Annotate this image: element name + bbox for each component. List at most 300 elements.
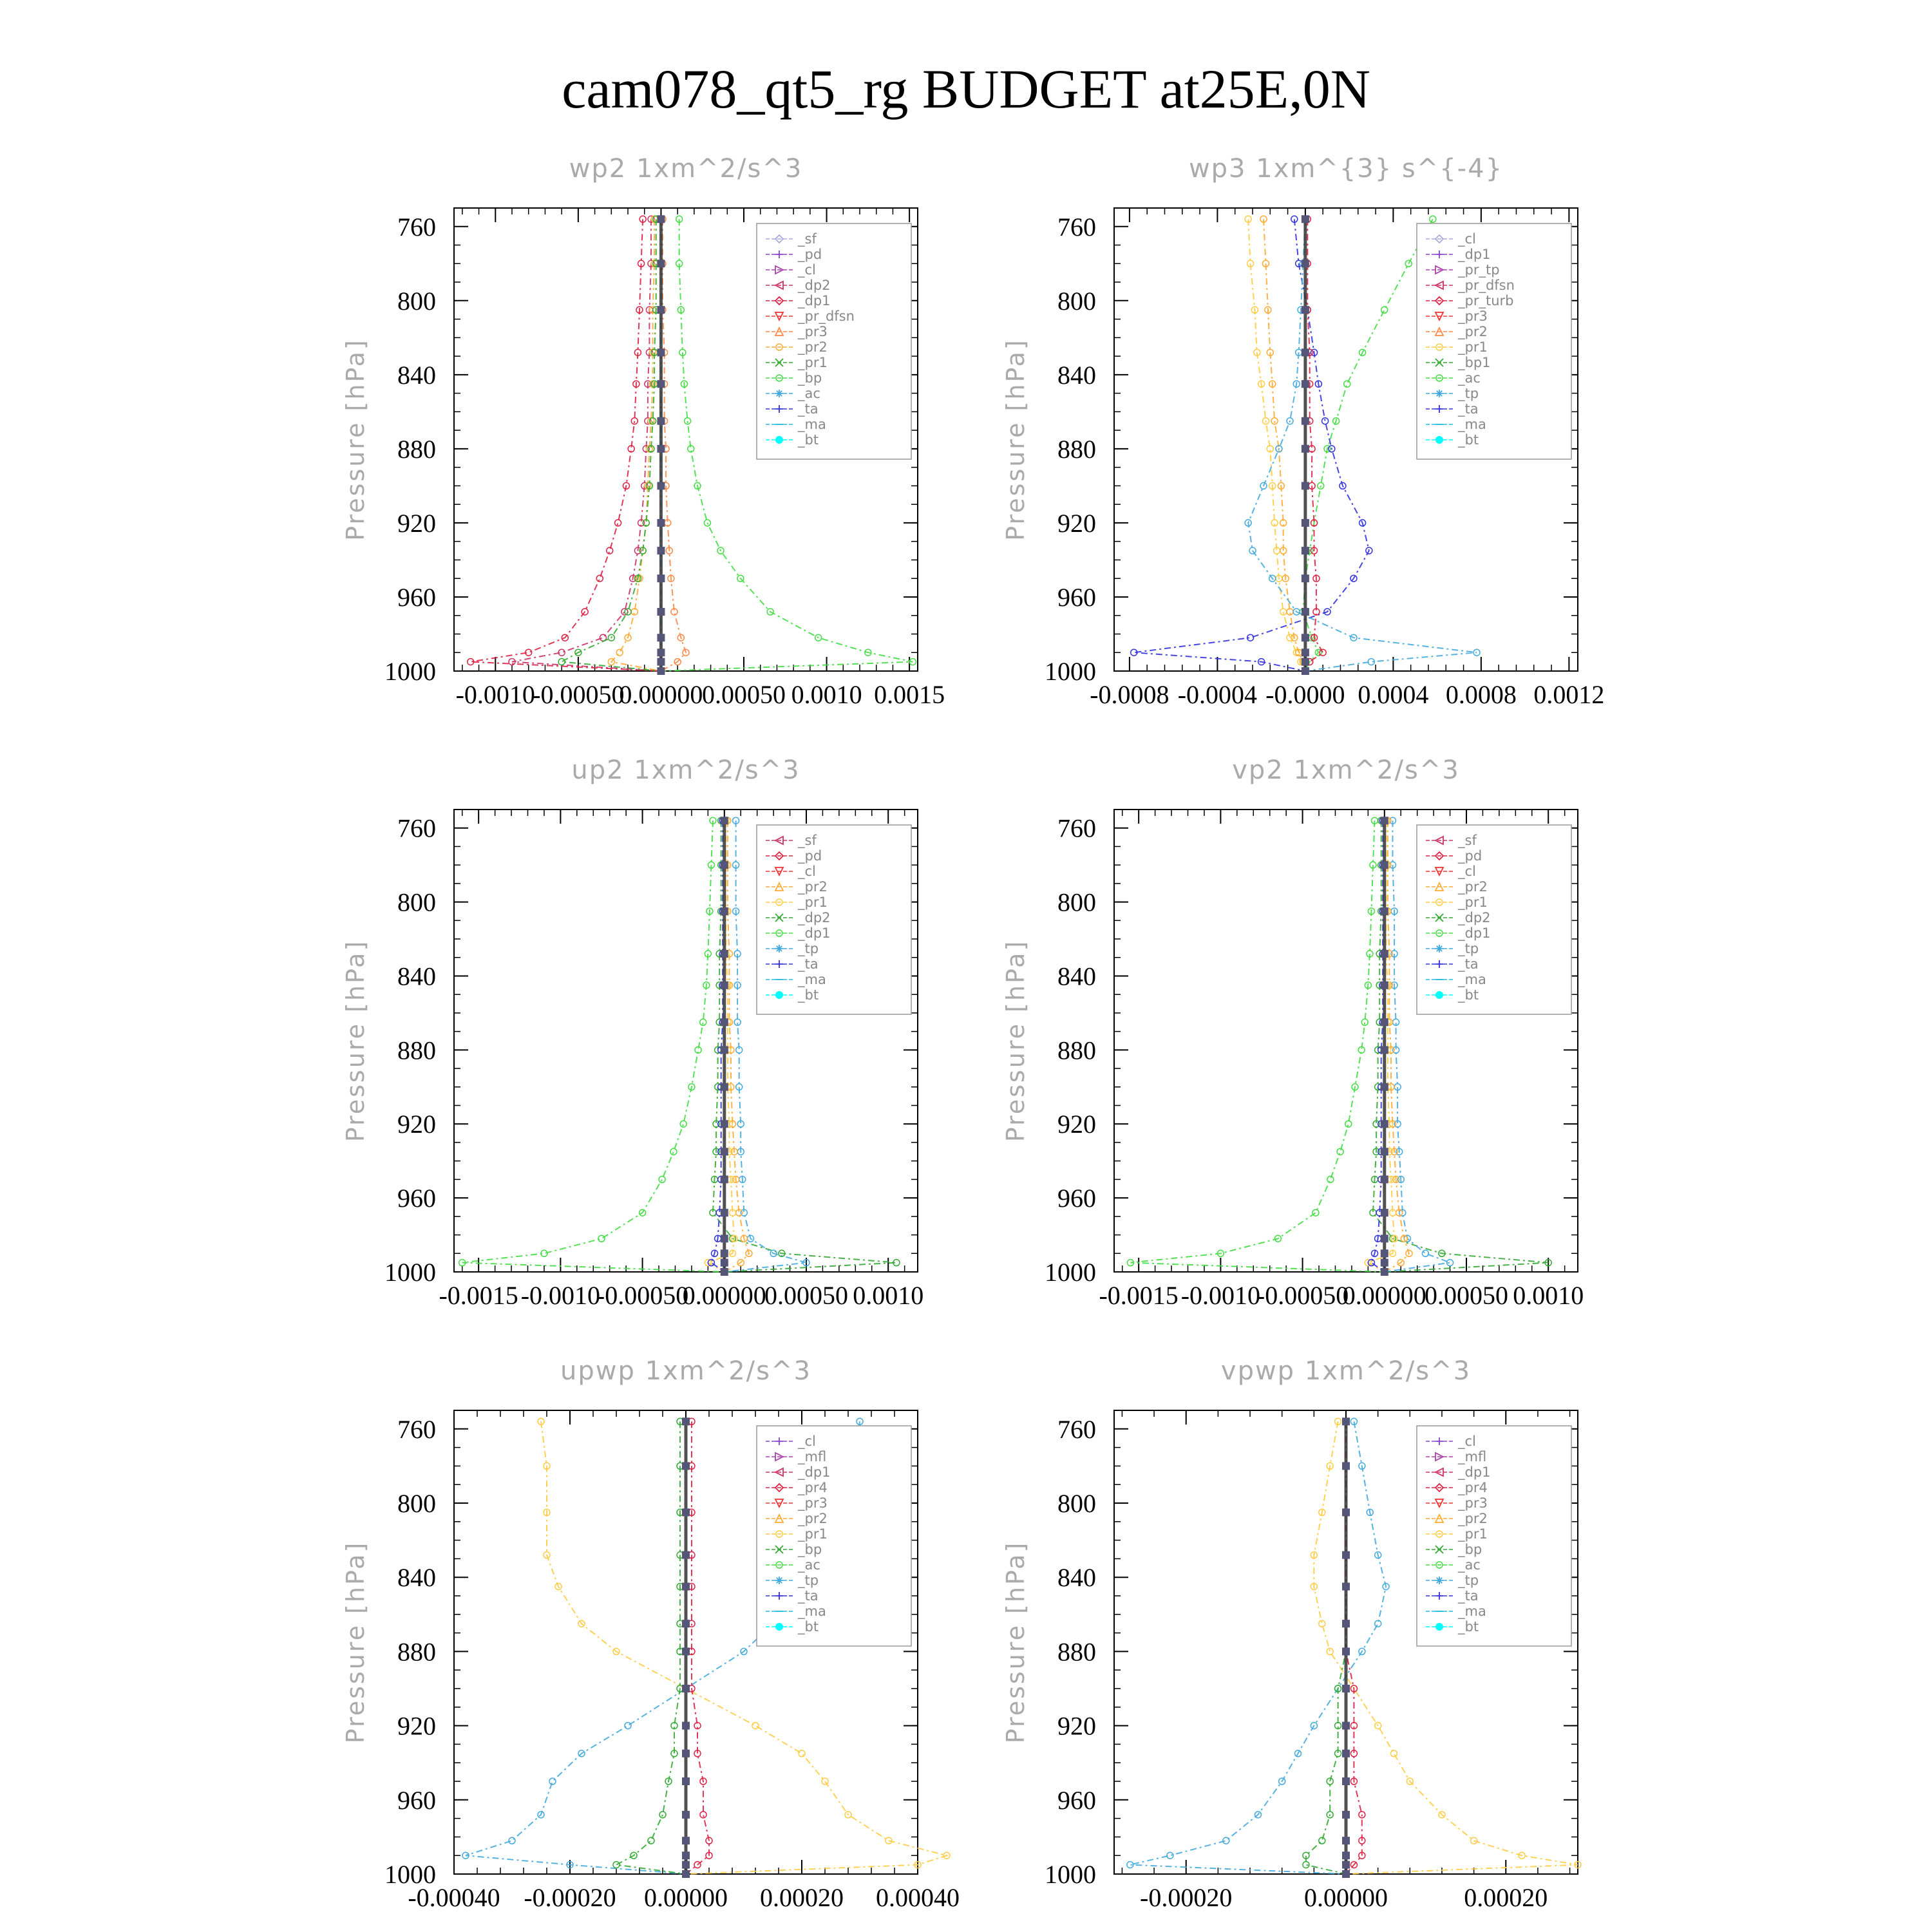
x-tick-label: 0.0012 [1533, 680, 1605, 709]
x-tick-label: 0.0015 [874, 680, 945, 709]
data-point-bt [682, 1811, 690, 1819]
y-tick-label: 800 [397, 1489, 436, 1518]
legend-label: _cl [798, 864, 816, 879]
legend-label: _pr2 [1458, 879, 1488, 895]
legend-label: _dp2 [798, 910, 831, 925]
legend-label: _ac [1458, 1557, 1481, 1573]
y-tick-label: 960 [397, 582, 436, 612]
legend-label: _bp [1458, 1542, 1482, 1557]
legend-label: _ma [798, 972, 826, 987]
data-point-pr2 [1271, 418, 1278, 424]
y-tick-label: 880 [1057, 434, 1096, 464]
legend-label: _ac [798, 1557, 820, 1573]
legend-label: _pr2 [1458, 324, 1488, 339]
legend-marker [1435, 390, 1443, 397]
data-point-bt [721, 981, 728, 989]
legend-label: _ac [798, 386, 820, 401]
data-point-bt [1302, 608, 1309, 616]
x-tick-label: -0.0015 [439, 1281, 518, 1310]
data-point-bt [657, 260, 665, 267]
data-point-bt [1302, 380, 1309, 388]
x-tick-label: -0.0008 [1090, 680, 1170, 709]
legend-label: _pr1 [1458, 1526, 1488, 1542]
data-point-bt [657, 445, 665, 453]
y-axis-label: Pressure [hPa] [341, 939, 370, 1142]
legend-label: _dp1 [1458, 247, 1491, 262]
data-point-bt [721, 1083, 728, 1091]
data-point-bt [1381, 907, 1388, 915]
y-axis-label: Pressure [hPa] [341, 338, 370, 541]
y-tick-label: 760 [1057, 1414, 1096, 1444]
y-tick-label: 1000 [384, 1860, 436, 1889]
data-point-bt [721, 1235, 728, 1242]
data-point-bt [1381, 950, 1388, 958]
data-point-bt [1342, 1417, 1350, 1425]
data-point-bt [1381, 1175, 1388, 1183]
x-tick-label: -0.0010 [1180, 1281, 1261, 1310]
data-point-bt [1302, 658, 1309, 666]
data-point-bt [721, 1209, 728, 1217]
series-line-ta [1134, 219, 1369, 671]
x-tick-label: 0.00000 [1342, 1281, 1426, 1310]
data-point-bt [1381, 1259, 1388, 1267]
data-point-bt [682, 1583, 690, 1591]
data-point-bt [1302, 482, 1309, 489]
y-tick-label: 800 [397, 286, 436, 316]
y-tick-label: 880 [397, 1637, 436, 1667]
data-point-bt [721, 1148, 728, 1155]
data-point-bt [1381, 1120, 1388, 1128]
data-point-bt [1381, 1235, 1388, 1242]
data-point-bt [1342, 1620, 1350, 1627]
panel-title: wp3 1xm^{3} s^{-4} [1188, 154, 1504, 184]
legend-label: _mfl [798, 1449, 827, 1464]
y-tick-label: 840 [397, 961, 436, 991]
y-tick-label: 960 [1057, 582, 1096, 612]
data-point-ta [1322, 418, 1329, 424]
data-point-bt [1381, 1018, 1388, 1026]
data-point-pr_turb [1320, 649, 1326, 656]
data-point-bt [1302, 260, 1309, 267]
data-point-bt [1302, 215, 1309, 223]
legend-label: _dp2 [1458, 910, 1491, 925]
data-point-bt [657, 482, 665, 489]
data-point-bt [1302, 547, 1309, 554]
legend-label: _ma [798, 417, 826, 432]
x-tick-label: 0.0010 [853, 1281, 924, 1310]
legend-label: _mfl [1458, 1449, 1487, 1464]
legend-marker [775, 1577, 783, 1584]
data-point-pr1 [752, 1723, 759, 1729]
y-tick-label: 880 [397, 1036, 436, 1065]
panel-title: upwp 1xm^2/s^3 [560, 1356, 811, 1386]
data-point-pr1 [799, 1750, 805, 1757]
legend-label: _bt [1458, 987, 1479, 1003]
x-tick-label: 0.00000 [682, 1281, 766, 1310]
legend-marker [775, 991, 783, 999]
data-point-bp [613, 1862, 620, 1868]
legend-label: _dp1 [1458, 925, 1491, 941]
data-point-bt [682, 1722, 690, 1730]
x-tick-label: -0.00050 [596, 1281, 689, 1310]
data-point-dp1 [1312, 1209, 1319, 1216]
y-axis-label: Pressure [hPa] [1001, 338, 1030, 541]
panel-wp3 [1001, 154, 1604, 709]
legend-label: _pr3 [1458, 1495, 1488, 1511]
data-point-bt [682, 1750, 690, 1757]
legend-label: _sf [798, 231, 817, 247]
data-point-bt [682, 1647, 690, 1655]
legend-label: _ta [1458, 1588, 1479, 1604]
panel-title: up2 1xm^2/s^3 [571, 755, 800, 785]
y-tick-label: 920 [397, 1711, 436, 1741]
y-tick-label: 840 [1057, 1563, 1096, 1593]
legend-label: _sf [798, 833, 817, 848]
data-point-dp1 [659, 1176, 665, 1182]
legend-label: _cl [1458, 231, 1476, 247]
panel-wp2 [341, 154, 945, 709]
legend-label: _tp [798, 941, 819, 956]
x-tick-label: 0.0008 [1445, 680, 1517, 709]
legend-marker [775, 945, 783, 952]
data-point-bt [657, 348, 665, 356]
y-tick-label: 760 [1057, 212, 1096, 242]
y-tick-label: 880 [397, 434, 436, 464]
panel-title: wp2 1xm^2/s^3 [569, 154, 803, 184]
legend-label: _pr3 [1458, 308, 1488, 324]
y-tick-label: 880 [1057, 1036, 1096, 1065]
y-tick-label: 840 [397, 360, 436, 390]
x-tick-label: 0.00020 [760, 1883, 844, 1912]
data-point-bt [1381, 981, 1388, 989]
data-point-bt [1342, 1551, 1350, 1559]
legend-label: _ta [1458, 401, 1479, 417]
y-tick-label: 800 [1057, 887, 1096, 917]
legend-label: _dp1 [798, 925, 831, 941]
panel-vpwp [1001, 1356, 1581, 1912]
data-point-bt [1381, 1249, 1388, 1257]
data-point-bt [682, 1852, 690, 1859]
x-tick-label: -0.0000 [1265, 680, 1345, 709]
y-tick-label: 1000 [1045, 657, 1096, 686]
data-point-bp [685, 418, 691, 424]
x-tick-label: 0.00040 [876, 1883, 960, 1912]
legend-label: _tp [1458, 386, 1479, 401]
legend-label: _bp [798, 1542, 822, 1557]
data-point-bt [1342, 1870, 1350, 1878]
data-point-bt [682, 1870, 690, 1878]
data-point-bt [721, 1175, 728, 1183]
data-point-bt [1302, 649, 1309, 656]
y-tick-label: 760 [1057, 813, 1096, 843]
y-tick-label: 960 [1057, 1785, 1096, 1815]
data-point-tp [509, 1837, 515, 1844]
data-point-bt [657, 547, 665, 554]
x-tick-label: 0.00050 [702, 680, 786, 709]
y-tick-label: 920 [397, 1110, 436, 1139]
series-line-dp1 [462, 820, 724, 1272]
legend-label: _pr1 [798, 355, 828, 370]
y-tick-label: 920 [1057, 1110, 1096, 1139]
x-tick-label: 0.00000 [1304, 1883, 1388, 1912]
legend-label: _ma [1458, 417, 1486, 432]
y-tick-label: 960 [1057, 1184, 1096, 1213]
legend-label: _tp [1458, 941, 1479, 956]
data-point-bt [721, 907, 728, 915]
series-line-pr1 [1248, 219, 1305, 671]
legend-label: _pr_tp [1458, 262, 1500, 278]
data-point-bt [1342, 1852, 1350, 1859]
data-point-bt [1381, 1268, 1388, 1276]
legend-label: _pr1 [1458, 339, 1488, 355]
legend-label: _pr2 [798, 339, 828, 355]
x-tick-label: 0.0010 [791, 680, 862, 709]
legend-label: _tp [1458, 1573, 1479, 1588]
x-tick-label: 0.00000 [644, 1883, 728, 1912]
y-tick-label: 760 [397, 813, 436, 843]
legend-marker [1435, 1623, 1443, 1631]
legend-marker [1435, 991, 1443, 999]
data-point-bt [1342, 1861, 1350, 1869]
data-point-bt [1342, 1750, 1350, 1757]
data-point-bt [1381, 1209, 1388, 1217]
data-point-bt [657, 634, 665, 641]
x-tick-label: 0.0010 [1513, 1281, 1584, 1310]
data-point-bt [682, 1508, 690, 1516]
legend-label: _pr4 [1458, 1480, 1488, 1495]
y-tick-label: 920 [397, 508, 436, 538]
data-point-ac [1381, 307, 1388, 313]
legend-label: _ta [798, 956, 819, 972]
y-tick-label: 760 [397, 1414, 436, 1444]
y-tick-label: 1000 [1045, 1258, 1096, 1287]
data-point-dp1 [1345, 1121, 1352, 1127]
legend-label: _bt [798, 432, 819, 448]
legend-label: _pr3 [798, 324, 828, 339]
series-line-dp2 [512, 219, 661, 671]
x-tick-label: -0.00020 [1140, 1883, 1233, 1912]
y-tick-label: 1000 [384, 1258, 436, 1287]
data-point-bp [659, 1812, 666, 1818]
series-line-ac [1303, 219, 1433, 671]
legend-label: _sf [1458, 833, 1477, 848]
data-point-bt [721, 1018, 728, 1026]
data-point-bt [1302, 667, 1309, 675]
x-tick-label: -0.00050 [532, 680, 625, 709]
panel-upwp [341, 1356, 960, 1912]
data-point-bp [1319, 1837, 1325, 1844]
y-axis-label: Pressure [hPa] [341, 1540, 370, 1744]
data-point-bt [1342, 1811, 1350, 1819]
x-tick-label: -0.0004 [1177, 680, 1258, 709]
x-tick-label: -0.0010 [455, 680, 535, 709]
data-point-bt [721, 1046, 728, 1054]
data-point-dp1 [680, 1121, 687, 1127]
panel-title: vpwp 1xm^2/s^3 [1220, 1356, 1472, 1386]
data-point-bt [1302, 417, 1309, 425]
y-tick-label: 840 [397, 1563, 436, 1593]
data-point-bt [682, 1620, 690, 1627]
figure-title: cam078_qt5_rg BUDGET at25E,0N [562, 58, 1370, 120]
data-point-bt [682, 1551, 690, 1559]
data-point-bt [1381, 1083, 1388, 1091]
legend-label: _cl [798, 1434, 816, 1449]
y-tick-label: 840 [1057, 961, 1096, 991]
legend-label: _bt [1458, 432, 1479, 448]
legend-label: _ta [798, 401, 819, 417]
panel-vp2 [1001, 755, 1584, 1310]
panel-title: vp2 1xm^2/s^3 [1232, 755, 1460, 785]
data-point-bt [657, 649, 665, 656]
data-point-bt [1302, 306, 1309, 314]
x-tick-label: 0.00050 [764, 1281, 848, 1310]
data-point-bt [657, 380, 665, 388]
legend-label: _bp1 [1458, 355, 1491, 370]
legend-label: _pr2 [798, 1511, 828, 1526]
legend-label: _ta [798, 1588, 819, 1604]
data-point-bt [721, 950, 728, 958]
legend-label: _pr2 [798, 879, 828, 895]
data-point-bt [1381, 1148, 1388, 1155]
data-point-bt [721, 1259, 728, 1267]
data-point-bt [1302, 519, 1309, 527]
legend-label: _bt [1458, 1619, 1479, 1634]
data-point-bt [1342, 1647, 1350, 1655]
legend-label: _ta [1458, 956, 1479, 972]
data-point-bt [1381, 861, 1388, 869]
data-point-bt [1342, 1722, 1350, 1730]
data-point-bt [657, 574, 665, 582]
data-point-bt [1342, 1685, 1350, 1692]
y-tick-label: 960 [397, 1184, 436, 1213]
data-point-bt [1381, 817, 1388, 824]
data-point-tp [1422, 1250, 1428, 1256]
data-point-bt [721, 817, 728, 824]
y-tick-label: 1000 [384, 657, 436, 686]
legend-label: _pr_dfsn [1458, 278, 1515, 293]
legend-label: _pd [1458, 848, 1482, 864]
y-tick-label: 760 [397, 212, 436, 242]
y-axis-label: Pressure [hPa] [1001, 939, 1030, 1142]
legend-label: _pd [798, 247, 822, 262]
legend-label: _pr_dfsn [798, 308, 855, 324]
data-point-dp1 [1327, 1176, 1334, 1182]
data-point-bt [657, 417, 665, 425]
x-tick-label: -0.00050 [1256, 1281, 1349, 1310]
data-point-bt [1302, 348, 1309, 356]
x-tick-label: -0.0010 [520, 1281, 601, 1310]
legend-label: _bt [798, 987, 819, 1003]
y-tick-label: 960 [397, 1785, 436, 1815]
data-point-bt [1302, 634, 1309, 641]
legend-marker [775, 390, 783, 397]
data-point-bp [648, 1837, 654, 1844]
y-tick-label: 920 [1057, 508, 1096, 538]
legend-label: _bp [798, 370, 822, 386]
series-line-dp1 [1130, 820, 1384, 1272]
data-point-bt [682, 1417, 690, 1425]
legend-label: _pr_turb [1458, 293, 1514, 308]
legend-marker [775, 436, 783, 444]
legend-label: _cl [1458, 864, 1476, 879]
data-point-ac [1344, 381, 1350, 387]
legend-label: _ac [1458, 370, 1481, 386]
data-point-bt [657, 306, 665, 314]
legend-label: _pd [798, 848, 822, 864]
data-point-bt [682, 1777, 690, 1785]
data-point-bt [682, 1837, 690, 1844]
y-tick-label: 800 [1057, 1489, 1096, 1518]
data-point-bt [721, 1120, 728, 1128]
legend-marker [1435, 436, 1443, 444]
data-point-tp [549, 1778, 556, 1785]
data-point-bt [1342, 1777, 1350, 1785]
data-point-tp [625, 1723, 631, 1729]
data-point-bt [657, 519, 665, 527]
data-point-bt [721, 1249, 728, 1257]
legend-label: _ma [1458, 1604, 1486, 1619]
data-point-bt [682, 1861, 690, 1869]
legend-label: _cl [1458, 1434, 1476, 1449]
y-axis-label: Pressure [hPa] [1001, 1540, 1030, 1744]
data-point-bt [657, 667, 665, 675]
data-point-bt [657, 608, 665, 616]
x-tick-label: 0.00020 [1464, 1883, 1548, 1912]
data-point-bt [657, 215, 665, 223]
y-tick-label: 1000 [1045, 1860, 1096, 1889]
data-point-bt [682, 1685, 690, 1692]
legend-label: _pr4 [798, 1480, 828, 1495]
x-tick-label: 0.0004 [1358, 680, 1429, 709]
x-tick-label: -0.00020 [524, 1883, 616, 1912]
data-point-dp1 [631, 418, 638, 424]
legend-label: _pr2 [1458, 1511, 1488, 1526]
legend-label: _tp [798, 1573, 819, 1588]
legend-marker [1435, 945, 1443, 952]
data-point-bt [1342, 1583, 1350, 1591]
legend-marker [1435, 1577, 1443, 1584]
data-point-pr1 [558, 659, 565, 665]
legend-label: _bt [798, 1619, 819, 1634]
legend-label: _dp1 [798, 293, 831, 308]
x-tick-label: 0.00050 [1424, 1281, 1508, 1310]
legend-label: _dp1 [798, 1464, 831, 1480]
legend-label: _ma [1458, 972, 1486, 987]
data-point-ac [1430, 216, 1436, 222]
legend-label: _dp2 [798, 278, 831, 293]
legend-label: _pr1 [798, 1526, 828, 1542]
series-line-dp1 [471, 219, 661, 671]
y-tick-label: 800 [1057, 286, 1096, 316]
data-point-bt [1342, 1837, 1350, 1844]
y-tick-label: 880 [1057, 1637, 1096, 1667]
series-line-bp [616, 1421, 686, 1874]
data-point-bt [1302, 445, 1309, 453]
data-point-pr1 [1390, 1750, 1397, 1757]
y-tick-label: 840 [1057, 360, 1096, 390]
data-point-bt [1342, 1462, 1350, 1470]
data-point-pr2 [616, 649, 623, 656]
legend-label: _ma [798, 1604, 826, 1619]
data-point-dp1 [670, 1148, 677, 1155]
data-point-bt [682, 1462, 690, 1470]
data-point-bt [1342, 1508, 1350, 1516]
x-tick-label: -0.00040 [408, 1883, 500, 1912]
data-point-dp1 [596, 575, 603, 582]
x-tick-label: 0.00000 [619, 680, 703, 709]
legend-label: _pr1 [798, 895, 828, 910]
y-tick-label: 800 [397, 887, 436, 917]
